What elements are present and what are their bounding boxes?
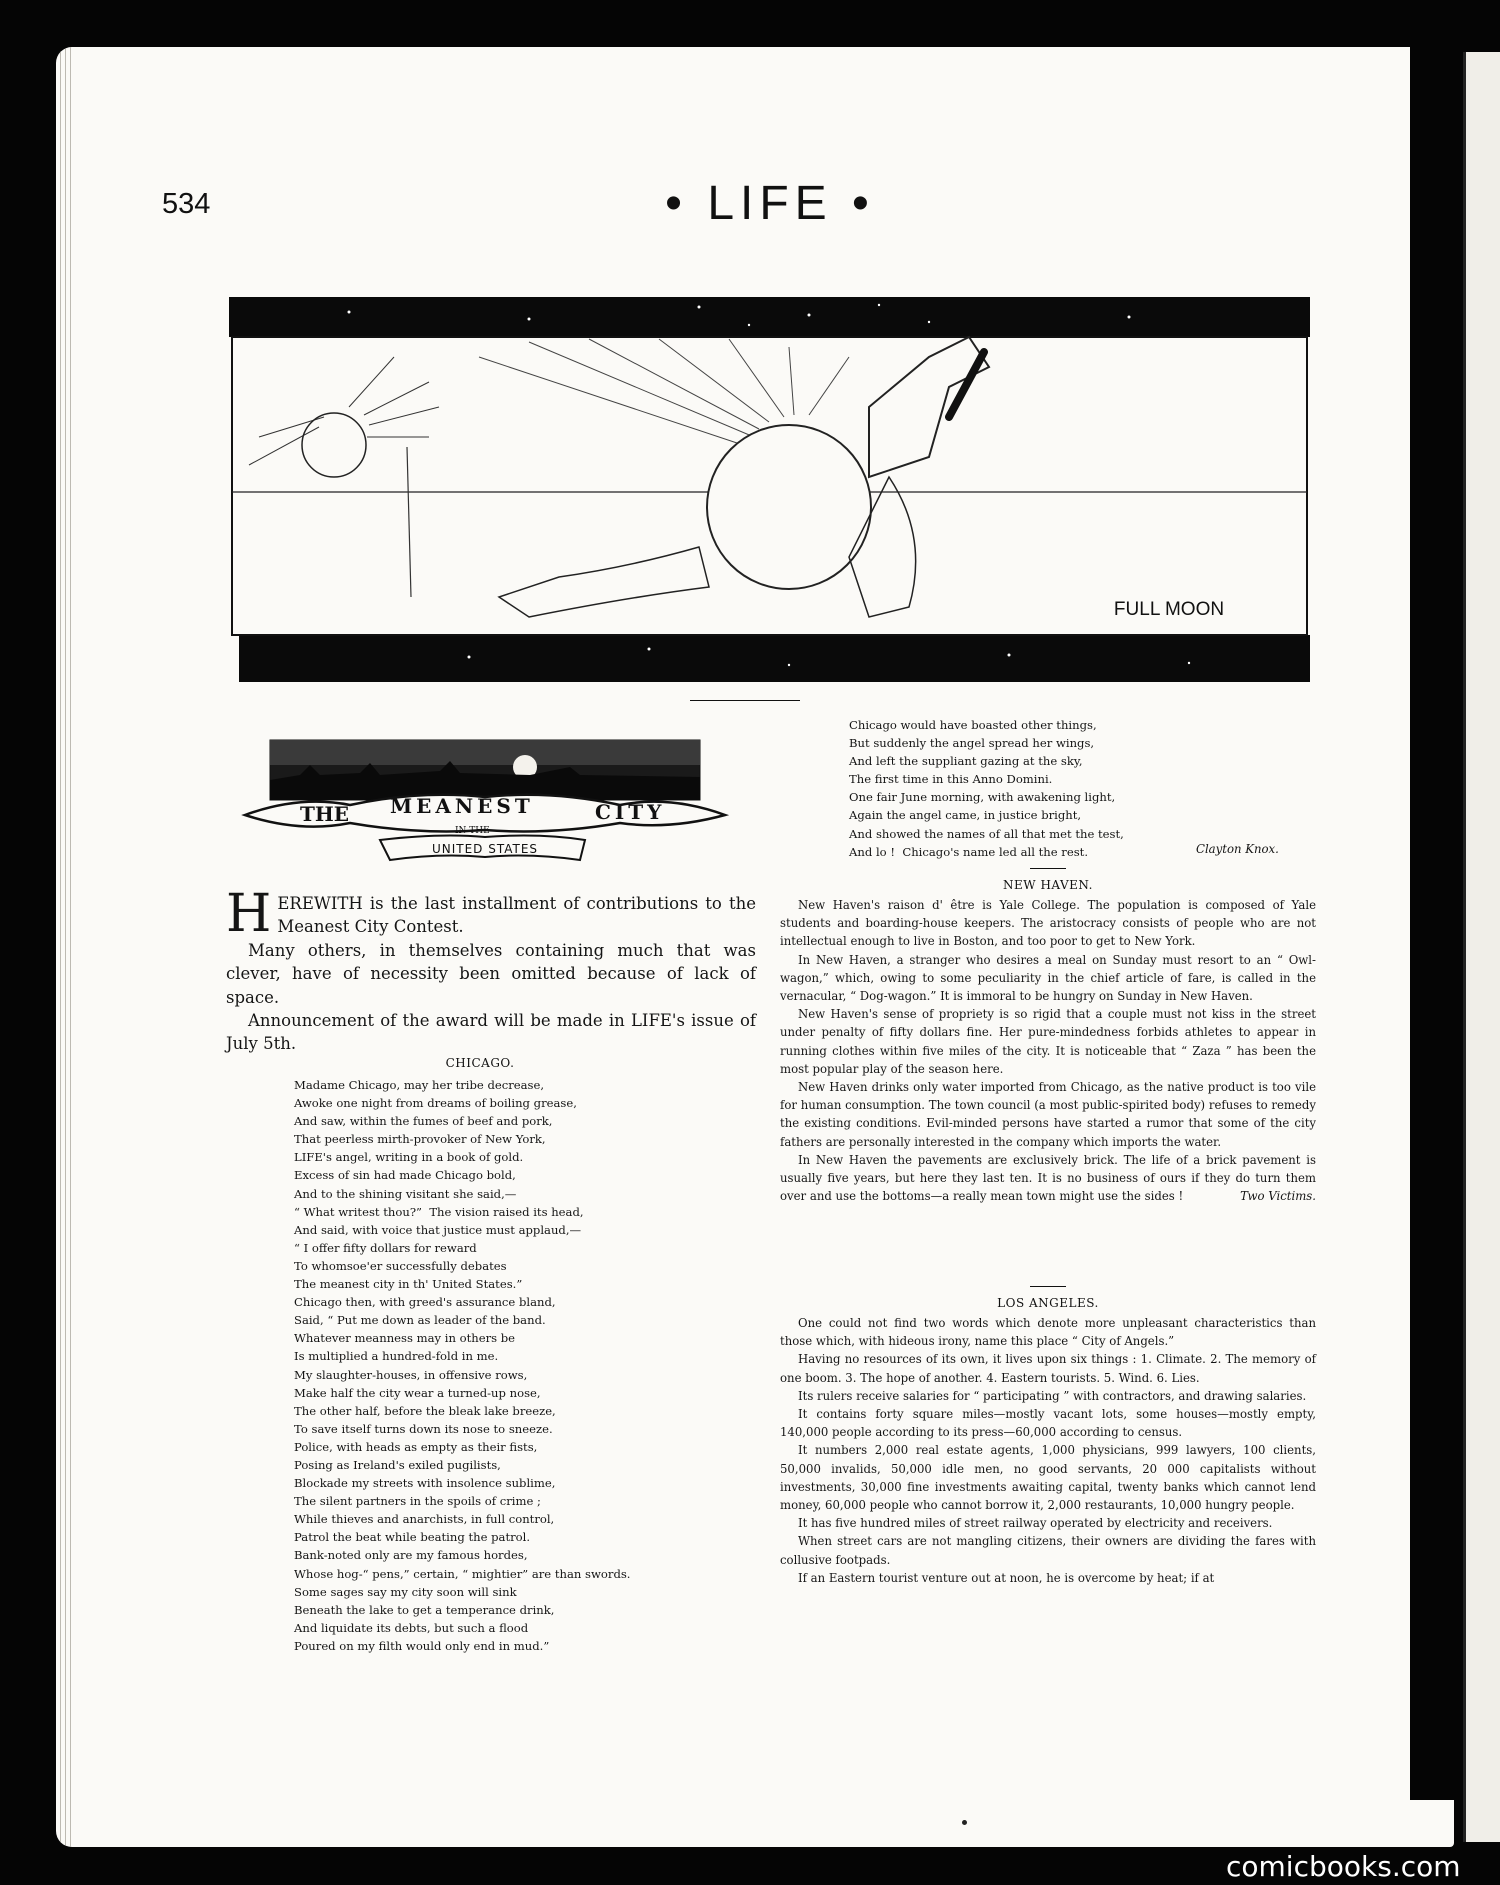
paragraph-text: When street cars are not mangling citizens, their owners are dividing the fares with collusive footpads. [780,1534,1316,1567]
headline-word-in-the: IN THE [455,826,490,836]
paragraph-text: In New Haven the pavements are exclusively brick. The life of a brick pavement is usually five years, but here they last ten. It is no business of ours if they do turn them over and use the bottoms—a really mean town might use the sides ! [780,1152,1316,1204]
paragraph [780,1532,1316,1568]
signature: Two Victims. [1240,1189,1316,1204]
paragraph-text: Having no resources of its own, it lives upon six things : 1. Climate. 2. The memory of one boom. 3. The hope of another. 4. Eastern tourists. 5. Wind. 6. Lies. [780,1352,1316,1385]
paragraph [780,1151,1316,1206]
new-haven-text [780,896,1316,1205]
paragraph-text: New Haven drinks only water imported from Chicago, as the native product is too vile for human consumption. The town council (a most public-spirited body) refuses to remedy the existing conditions. Evil-minded persons have started a rumor that some of the city fathers are personally interested in the company which imports the water. [780,1080,1316,1149]
cartoon-caption: FULL MOON [1113,599,1225,620]
meanest-city-headline [240,735,730,880]
paragraph [780,1569,1316,1587]
poem-line: Whose hog-“ pens,” certain, “ mightier” are than swords. [294,1566,631,1581]
poem-line: Poured on my filth would only end in mud.” [294,1638,550,1653]
paragraph [780,1441,1316,1514]
paragraph-text: It numbers 2,000 real estate agents, 1,000 physicians, 999 lawyers, 100 clients, 50,000 invalids, 50,000 idle men, no good servants, 20 000 capitalists without investments, 30,000 fine investments awaiting capital, twenty banks which cannot lend money, 60,000 people who cannot borrow it, 2,000 restaurants, 10,000 hungry people. [780,1443,1316,1513]
paragraph [780,1405,1316,1441]
poem-line: “ I offer fifty dollars for reward [294,1240,477,1255]
paragraph [780,1514,1316,1532]
section-heading-los-angeles: LOS ANGELES. [997,1296,1099,1310]
poem-line: Make half the city wear a turned-up nose, [294,1385,541,1400]
poem-line: Chicago then, with greed's assurance bland, [294,1295,556,1310]
paragraph-text: In New Haven, a stranger who desires a meal on Sunday must resort to an “ Owl-wagon,” which, owing to some peculiarity in the chief article of fare, is called in the vernacular, “ Dog-wagon.” It is immoral to be hungry on Sunday in New Haven. [780,952,1316,1004]
paragraph-text: It contains forty square miles—mostly vacant lots, some houses—mostly empty, 140,000 people according to its press—60,000 according to census. [780,1407,1316,1440]
page-number: 534 [162,188,211,220]
signature-clayton-knox: Clayton Knox. [1196,842,1279,856]
page-edge [70,47,71,1847]
paragraph [780,896,1316,951]
section-heading-chicago: CHICAGO. [445,1056,515,1070]
poem-line: And said, with voice that justice must applaud,— [294,1222,582,1237]
watermark: comicbooks.com [1226,1850,1461,1883]
poem-line: Chicago would have boasted other things, [849,718,1097,732]
poem-line: Awoke one night from dreams of boiling grease, [294,1096,577,1111]
poem-line: The other half, before the bleak lake breeze, [294,1403,556,1418]
headline-word-meanest: MEANEST [390,794,534,818]
poem-line: Madame Chicago, may her tribe decrease, [294,1078,545,1092]
paragraph-text: If an Eastern tourist venture out at noon, he is overcome by heat; if at [798,1570,1215,1585]
masthead-title: • LIFE • [665,177,875,230]
poem-line: Blockade my streets with insolence sublime, [294,1476,556,1491]
intro-text [226,884,756,1056]
poem-line: To save itself turns down its nose to sneeze. [294,1421,553,1436]
paragraph-text: It has five hundred miles of street railway operated by electricity and receivers. [798,1516,1273,1531]
paragraph-text: One could not find two words which denote more unpleasant characteristics than those which, with hideous irony, name this place “ City of Angels.” [780,1316,1316,1349]
poem-line: And liquidate its debts, but such a flood [294,1620,529,1635]
paragraph-text: New Haven's raison d' être is Yale College. The population is composed of Yale students and boarding-house keepers. The aristocracy consists of people who are not intellectual enough to live in Boston, and too poor to get to New York. [780,898,1316,949]
paragraph [780,1350,1316,1386]
poem-line: Is multiplied a hundred-fold in me. [294,1349,499,1364]
poem-line: “ What writest thou?” The vision raised its head, [294,1204,584,1219]
paragraph [780,1078,1316,1151]
paragraph [780,1314,1316,1350]
poem-line: While thieves and anarchists, in full control, [294,1512,555,1527]
poem-line: My slaughter-houses, in offensive rows, [294,1367,528,1382]
section-heading-new-haven: NEW HAVEN. [1003,878,1093,892]
full-moon-cartoon [229,297,1310,684]
column-rule [690,700,800,701]
poem-line: And showed the names of all that met the test, [849,826,1124,841]
poem-line: That peerless mirth-provoker of New York, [294,1132,546,1147]
poem-line: Posing as Ireland's exiled pugilists, [294,1457,501,1472]
poem-line: One fair June morning, with awakening light, [849,790,1116,805]
poem-line: LIFE's angel, writing in a book of gold. [294,1150,524,1165]
poem-line: Bank-noted only are my famous hordes, [294,1548,528,1563]
night-sky-band-bottom [239,635,1310,682]
poem-line: The first time in this Anno Domini. [849,772,1053,787]
poem-line: Again the angel came, in justice bright, [849,808,1082,823]
poem-line: Excess of sin had made Chicago bold, [294,1168,516,1183]
section-rule [1030,868,1066,869]
poem-line: Police, with heads as empty as their fists, [294,1439,538,1454]
paragraph [780,1005,1316,1078]
paragraph-text: New Haven's sense of propriety is so rigid that a couple must not kiss in the street under penalty of fifty dollars fine. Her pure-mindedness forbids athletes to appear in running clothes within five miles of the city. It is noticeable that “ Zaza ” has been the most popular play of the season here. [780,1007,1316,1076]
drop-cap: H [226,884,272,944]
night-sky-band-top [229,297,1310,337]
paragraph [780,1387,1316,1405]
poem-line: And lo ! Chicago's name led all the rest. [849,844,1089,859]
poem-line: And to the shining visitant she said,— [294,1186,517,1201]
poem-line: And left the suppliant gazing at the sky, [849,754,1083,769]
poem-line: Said, “ Put me down as leader of the band. [294,1313,546,1328]
los-angeles-text [780,1314,1316,1587]
chicago-poem [294,1076,631,1655]
paragraph-text: Its rulers receive salaries for “ participating ” with contractors, and drawing salaries. [798,1388,1307,1403]
paragraph [780,951,1316,1006]
poem-line: Beneath the lake to get a temperance drink, [294,1602,555,1617]
poem-line: And saw, within the fumes of beef and pork, [294,1114,553,1129]
page-edge [60,47,61,1847]
headline-word-the: THE [300,802,350,826]
section-rule [1030,1286,1066,1287]
poem-line: The silent partners in the spoils of crime ; [294,1494,541,1509]
page-edge [65,47,66,1847]
poem-line: Some sages say my city soon will sink [294,1584,517,1599]
bottom-dot [962,1820,967,1825]
next-page-edge [1463,52,1500,1842]
intro-paragraph-2: Many others, in themselves containing much that was clever, have of necessity been omitted because of lack of space. [226,940,756,1007]
poem-line: To whomsoe'er successfully debates [294,1258,507,1273]
poem-line: The meanest city in th' United States.” [294,1277,523,1292]
intro-paragraph-3: Announcement of the award will be made in LIFE's issue of July 5th. [226,1011,756,1054]
full-moon-face [707,425,871,589]
chicago-poem-continuation [849,716,1124,861]
poem-line: Patrol the beat while beating the patrol. [294,1530,531,1545]
poem-line: But suddenly the angel spread her wings, [849,736,1095,751]
headline-word-city: CITY [595,800,666,824]
intro-paragraph-1: EREWITH is the last installment of contributions to the Meanest City Contest. [277,894,756,937]
poem-line: Whatever meanness may in others be [294,1331,516,1346]
headline-word-united-states: UNITED STATES [431,842,539,856]
